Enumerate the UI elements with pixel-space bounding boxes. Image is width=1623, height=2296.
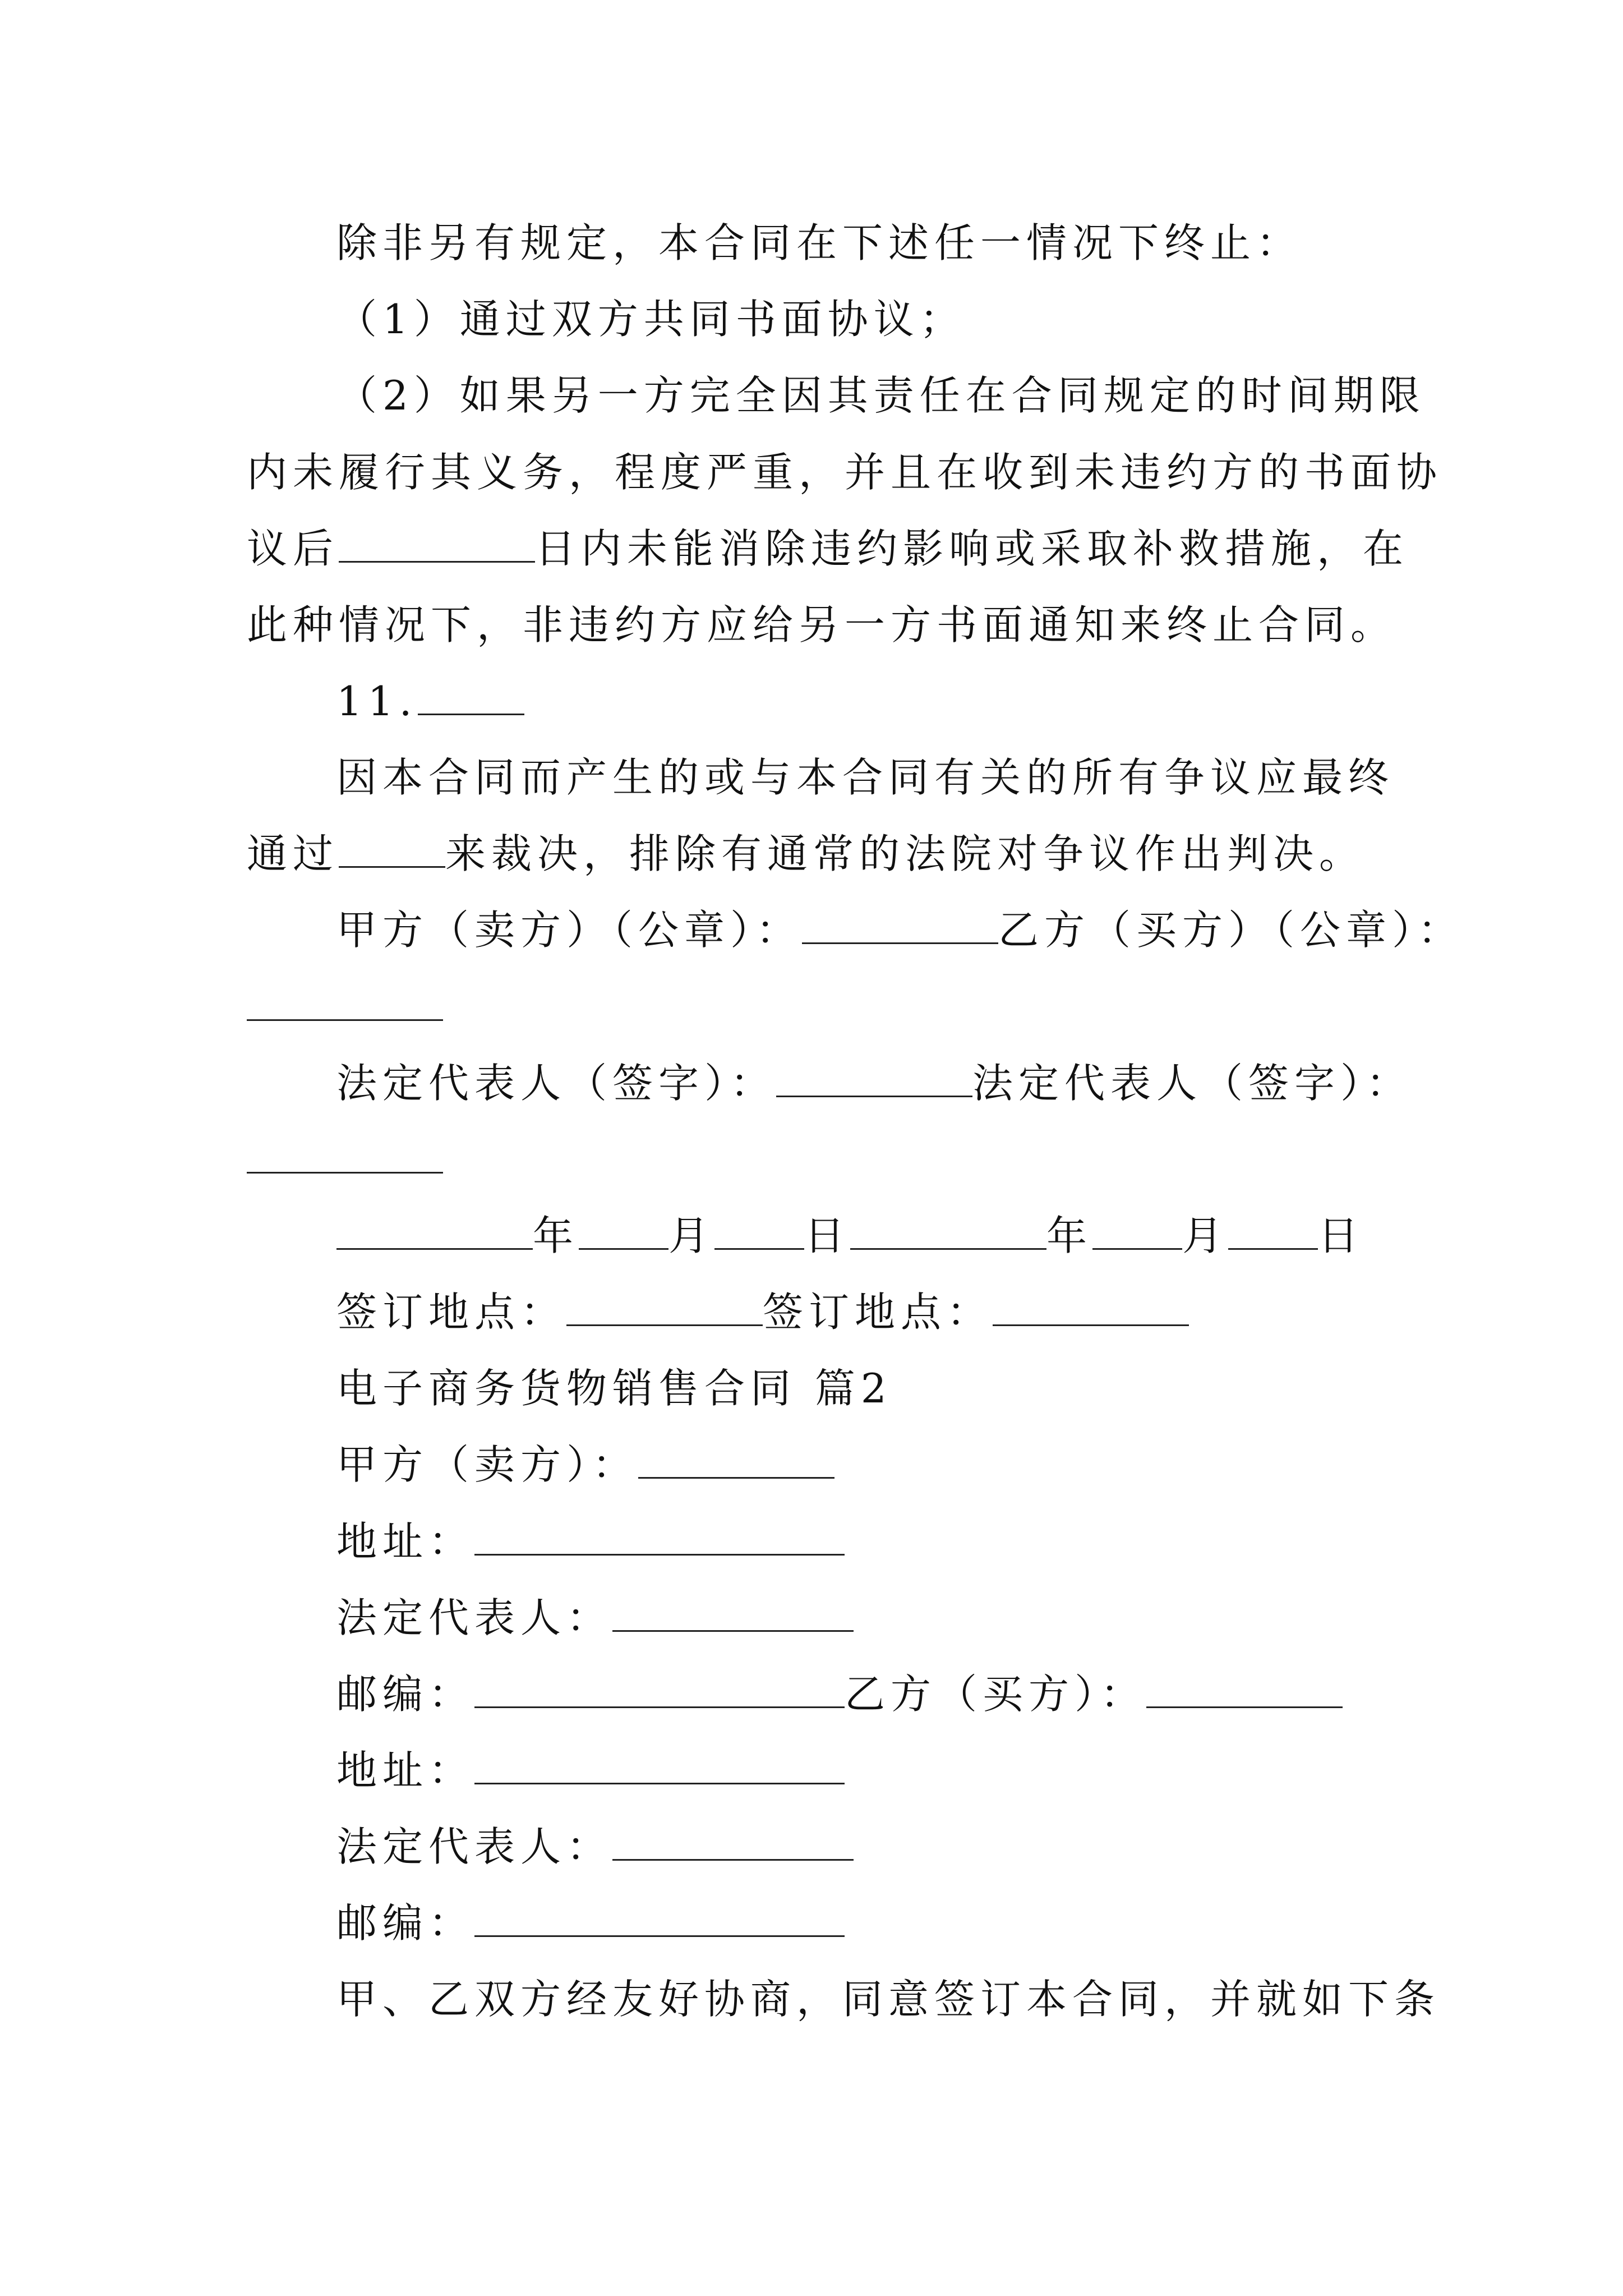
text: 法定代表人（签字）：: [336, 1060, 777, 1107]
text: （1）通过双方共同书面协议；: [336, 296, 966, 343]
contract-title: [336, 1363, 892, 1414]
party-b-blank: [1146, 1671, 1343, 1708]
paragraph-termination-intro: [336, 218, 1302, 268]
text: 法定代表人（签字）：: [972, 1060, 1413, 1107]
legal-rep-line: [336, 1058, 1412, 1108]
days-blank: [339, 525, 535, 563]
day-blank-a: [714, 1212, 804, 1250]
paragraph-clause-2-line-3: [247, 523, 1409, 574]
text: 年: [533, 1212, 579, 1259]
text: 地址：: [336, 1518, 475, 1565]
party-a-postcode-line: [336, 1669, 1343, 1719]
text: 乙方（买方）（公章）：: [998, 907, 1464, 954]
party-a-seal-blank: [802, 907, 998, 944]
date-line: [336, 1211, 1364, 1261]
party-a-rep-blank: [776, 1060, 972, 1097]
signing-place-line: [336, 1287, 1189, 1337]
party-b-legal-rep-blank: [612, 1823, 854, 1861]
text: 11.: [336, 678, 418, 725]
text: 电子商务货物销售合同 篇2: [336, 1365, 892, 1412]
place-blank-b: [993, 1289, 1189, 1326]
party-b-seal-blank-line: [247, 982, 443, 1032]
month-blank-b: [1092, 1212, 1182, 1250]
party-a-address-blank: [474, 1518, 845, 1556]
text: 甲方（卖方）：: [336, 1441, 639, 1488]
agreement-intro-line: [336, 1974, 1440, 2024]
paragraph-clause-2-line-1: [336, 370, 1426, 421]
text: 月: [1182, 1212, 1229, 1259]
party-b-address-line: [336, 1745, 845, 1796]
arbitration-blank: [339, 830, 445, 868]
paragraph-clause-1: [336, 294, 966, 344]
text: 邮编：: [336, 1899, 475, 1947]
party-b-rep-blank: [247, 1136, 443, 1174]
party-a-blank: [638, 1441, 834, 1479]
text: 甲方（卖方）（公章）：: [336, 907, 803, 954]
party-b-seal-blank: [247, 983, 443, 1021]
paragraph-clause-2-line-4: [247, 600, 1396, 650]
text: （2）如果另一方完全因其责任在合同规定的时间期限: [336, 372, 1426, 419]
text: 签订地点：: [336, 1289, 567, 1336]
text: 议后: [247, 525, 339, 572]
text: 通过: [247, 830, 339, 877]
party-b-rep-blank-line: [247, 1134, 443, 1185]
text: 日内未能消除违约影响或采取补救措施，在: [535, 525, 1409, 572]
text: 邮编：: [336, 1671, 475, 1718]
year-blank-a: [336, 1212, 533, 1250]
text: 因本合同而产生的或与本合同有关的所有争议应最终: [336, 754, 1395, 801]
party-a-legal-rep-blank: [612, 1594, 854, 1632]
party-a-postcode-blank: [474, 1671, 845, 1708]
paragraph-clause-2-line-2: [247, 447, 1442, 498]
party-b-address-blank: [474, 1747, 845, 1784]
text: 乙方（买方）：: [845, 1671, 1147, 1718]
section-title-blank: [418, 678, 524, 715]
section-11-heading: [336, 676, 524, 726]
year-blank-b: [850, 1212, 1046, 1250]
text: 日: [804, 1212, 851, 1259]
text: 月: [668, 1212, 715, 1259]
text: 年: [1046, 1212, 1093, 1259]
party-b-rep-line: [336, 1821, 854, 1872]
text: 内未履行其义务，程度严重，并且在收到未违约方的书面协: [247, 449, 1443, 496]
text: 签订地点：: [763, 1289, 993, 1336]
paragraph-dispute-line-1: [336, 752, 1394, 803]
month-blank-a: [579, 1212, 668, 1250]
party-a-rep-line: [336, 1593, 854, 1643]
text: 法定代表人：: [336, 1823, 613, 1870]
place-blank-a: [566, 1289, 763, 1326]
text: 甲、乙双方经友好协商，同意签订本合同，并就如下条: [336, 1976, 1441, 2023]
text: 此种情况下，非违约方应给另一方书面通知来终止合同。: [247, 601, 1397, 648]
party-b-postcode-line: [336, 1898, 845, 1948]
party-b-postcode-blank: [474, 1899, 845, 1937]
signature-parties-line: [336, 905, 1464, 955]
text: 法定代表人：: [336, 1594, 613, 1641]
text: 地址：: [336, 1747, 475, 1794]
text: 除非另有规定，本合同在下述任一情况下终止：: [336, 219, 1303, 266]
text: 日: [1318, 1212, 1364, 1259]
paragraph-dispute-line-2: [247, 829, 1365, 879]
party-a-line: [336, 1439, 834, 1490]
text: 来裁决，排除有通常的法院对争议作出判决。: [445, 830, 1366, 877]
day-blank-b: [1228, 1212, 1318, 1250]
party-a-address-line: [336, 1516, 845, 1567]
